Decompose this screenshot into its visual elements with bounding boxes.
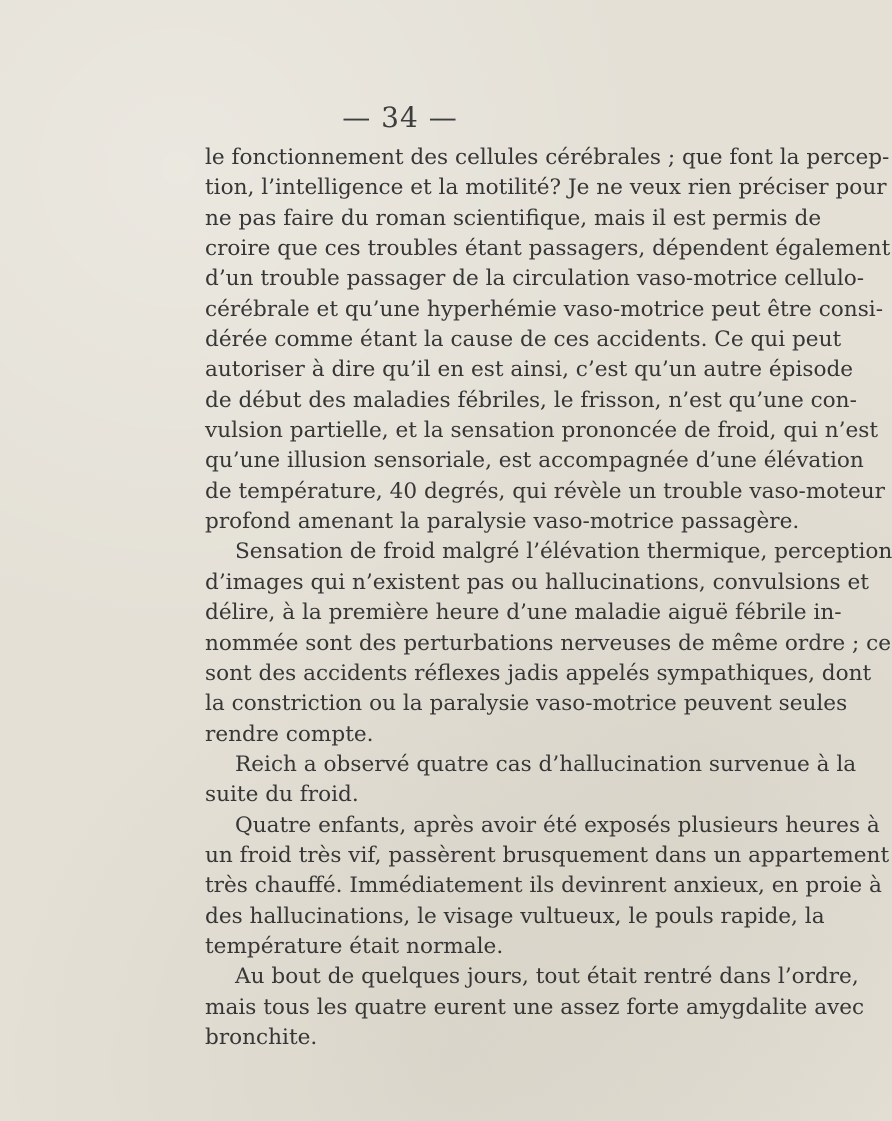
paragraph-start-line: Reich a observé quatre cas d’hallucination survenue à la — [235, 751, 857, 777]
text-line: nommée sont des perturbations nerveuses de même ordre ; ce — [205, 630, 891, 656]
paragraph-start-line: Au bout de quelques jours, tout était rentré dans l’ordre, — [235, 964, 859, 990]
text-line: dérée comme étant la cause de ces accidents. Ce qui peut — [205, 327, 842, 353]
paragraph-start-line: Quatre enfants, après avoir été exposés plusieurs heures à — [235, 812, 880, 838]
text-line: des hallucinations, le visage vultueux, le pouls rapide, la — [205, 903, 825, 929]
page-number: — 34 — — [342, 101, 458, 134]
text-line: de température, 40 degrés, qui révèle un trouble vaso-moteur — [205, 478, 885, 504]
text-line: cérébrale et qu’une hyperhémie vaso-motrice peut être consi- — [205, 296, 883, 322]
text-line: sont des accidents réflexes jadis appelés sympathiques, dont — [205, 660, 872, 686]
text-line: qu’une illusion sensoriale, est accompagnée d’une élévation — [205, 448, 864, 474]
paragraph-end-line: rendre compte. — [205, 721, 374, 747]
text-line: mais tous les quatre eurent une assez forte amygdalite avec — [205, 994, 865, 1020]
body-text — [205, 143, 892, 1053]
text-line: un froid très vif, passèrent brusquement dans un appartement — [205, 842, 890, 868]
text-line: délire, à la première heure d’une maladie aiguë fébrile in- — [205, 600, 842, 626]
text-line: d’images qui n’existent pas ou hallucinations, convulsions et — [205, 569, 869, 595]
text-line: autoriser à dire qu’il en est ainsi, c’est qu’un autre épisode — [205, 357, 854, 383]
text-line: de début des maladies fébriles, le frisson, n’est qu’une con- — [205, 387, 857, 413]
text-line: d’un trouble passager de la circulation vaso-motrice cellulo- — [205, 266, 865, 292]
text-line: très chauffé. Immédiatement ils devinrent anxieux, en proie à — [205, 873, 882, 899]
text-line: croire que ces troubles étant passagers, dépendent également — [205, 236, 891, 262]
text-line: ne pas faire du roman scientifique, mais il est permis de — [205, 205, 822, 231]
text-line: tion, l’intelligence et la motilité? Je ne veux rien préciser pour — [205, 175, 887, 201]
paragraph-end-line: bronchite. — [205, 1024, 318, 1050]
text-line: la constriction ou la paralysie vaso-motrice peuvent seules — [205, 691, 848, 717]
paragraph-end-line: suite du froid. — [205, 782, 359, 808]
paragraph-end-line: profond amenant la paralysie vaso-motrice passagère. — [205, 509, 800, 535]
text-line: vulsion partielle, et la sensation prononcée de froid, qui n’est — [205, 418, 879, 444]
paragraph-start-line: Sensation de froid malgré l’élévation thermique, perception — [235, 539, 892, 565]
paragraph-end-line: température était normale. — [205, 933, 504, 959]
text-line: le fonctionnement des cellules cérébrales ; que font la percep- — [205, 145, 890, 170]
